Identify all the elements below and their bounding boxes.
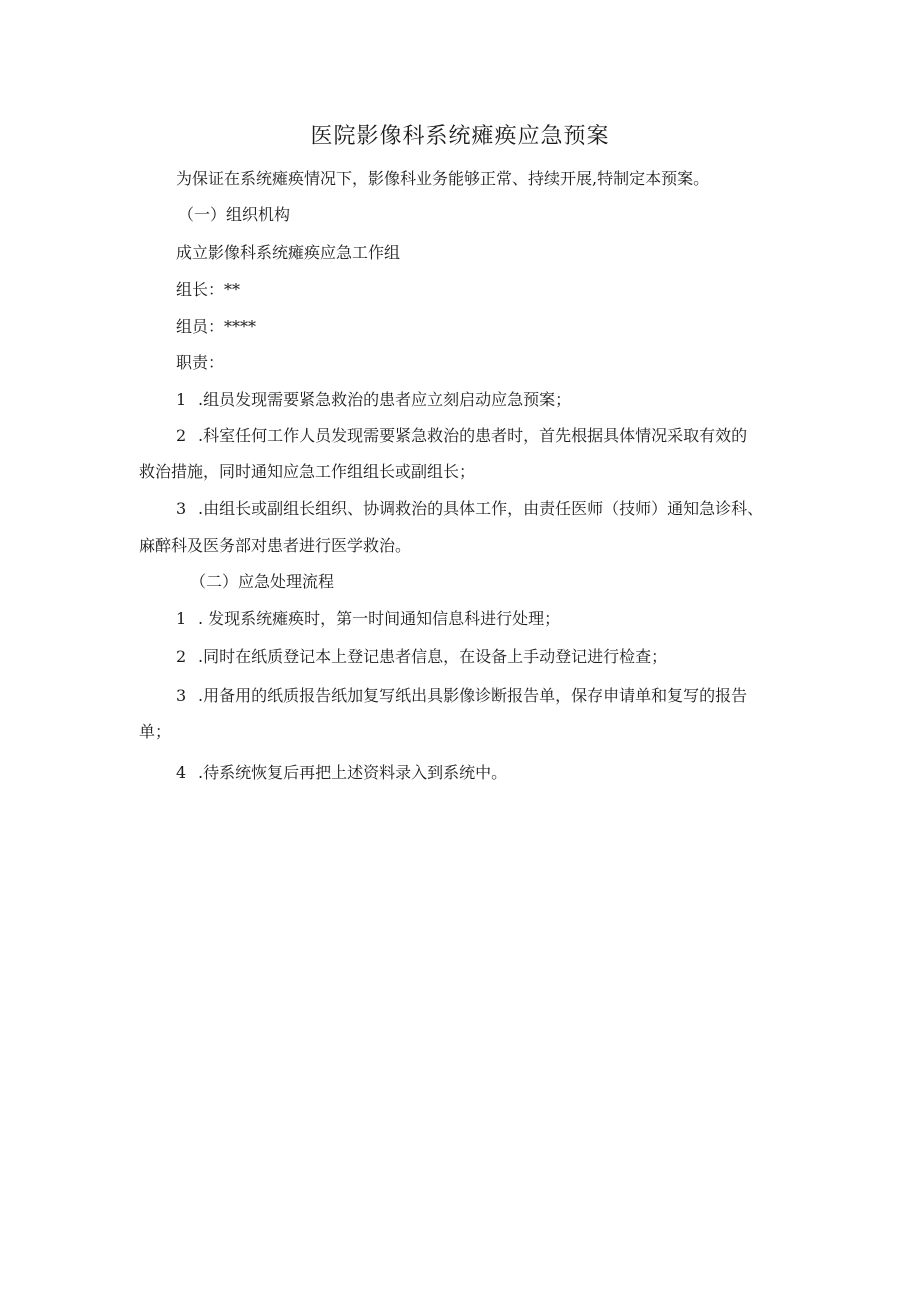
section1-heading: （一）组织机构: [178, 205, 291, 224]
process-item-3-continuation: 单；: [139, 722, 172, 741]
process-item-4-number: 4: [176, 763, 187, 782]
process-item-3-text: .用备用的纸质报告纸加复写纸出具影像诊断报告单，保存申请单和复写的报告: [198, 686, 748, 705]
process-item-2-number: 2: [176, 647, 187, 666]
document-title: 医院影像科系统瘫痪应急预案: [310, 124, 610, 149]
section2-heading: （二）应急处理流程: [190, 572, 335, 591]
duty-item-3-number: 3: [176, 499, 187, 518]
duty-item-3-continuation: 麻醉科及医务部对患者进行医学救治。: [139, 536, 412, 555]
duty-item-2: [176, 425, 747, 447]
process-item-1-number: 1: [176, 609, 187, 628]
duty-item-3: [176, 498, 763, 520]
duty-item-1-text: .组员发现需要紧急救治的患者应立刻启动应急预案；: [198, 390, 572, 409]
process-item-3: [176, 685, 747, 707]
duty-item-2-continuation: 救治措施，同时通知应急工作组组长或副组长；: [139, 462, 476, 481]
intro-paragraph: 为保证在系统瘫痪情况下，影像科业务能够正常、持续开展,特制定本预案。: [176, 169, 710, 188]
process-item-2: [176, 646, 667, 668]
duty-item-2-number: 2: [176, 426, 187, 445]
leader-line: 组长：**: [176, 280, 241, 299]
duties-label: 职责：: [176, 353, 225, 372]
duty-item-1: [176, 389, 571, 411]
workgroup-line: 成立影像科系统瘫痪应急工作组: [176, 243, 401, 262]
duty-item-3-text: .由组长或副组长组织、协调救治的具体工作，由责任医师（技师）通知急诊科、: [198, 499, 764, 518]
duty-item-2-text: .科室任何工作人员发现需要紧急救治的患者时，首先根据具体情况采取有效的: [198, 426, 748, 445]
process-item-1-text: . 发现系统瘫痪时，第一时间通知信息科进行处理；: [198, 609, 561, 628]
process-item-3-number: 3: [176, 686, 187, 705]
process-item-4-text: .待系统恢复后再把上述资料录入到系统中。: [198, 763, 508, 782]
members-line: 组员：****: [176, 317, 257, 336]
process-item-1: [176, 608, 560, 630]
process-item-4: [176, 762, 507, 784]
duty-item-1-number: 1: [176, 390, 187, 409]
process-item-2-text: .同时在纸质登记本上登记患者信息，在设备上手动登记进行检查；: [198, 647, 668, 666]
